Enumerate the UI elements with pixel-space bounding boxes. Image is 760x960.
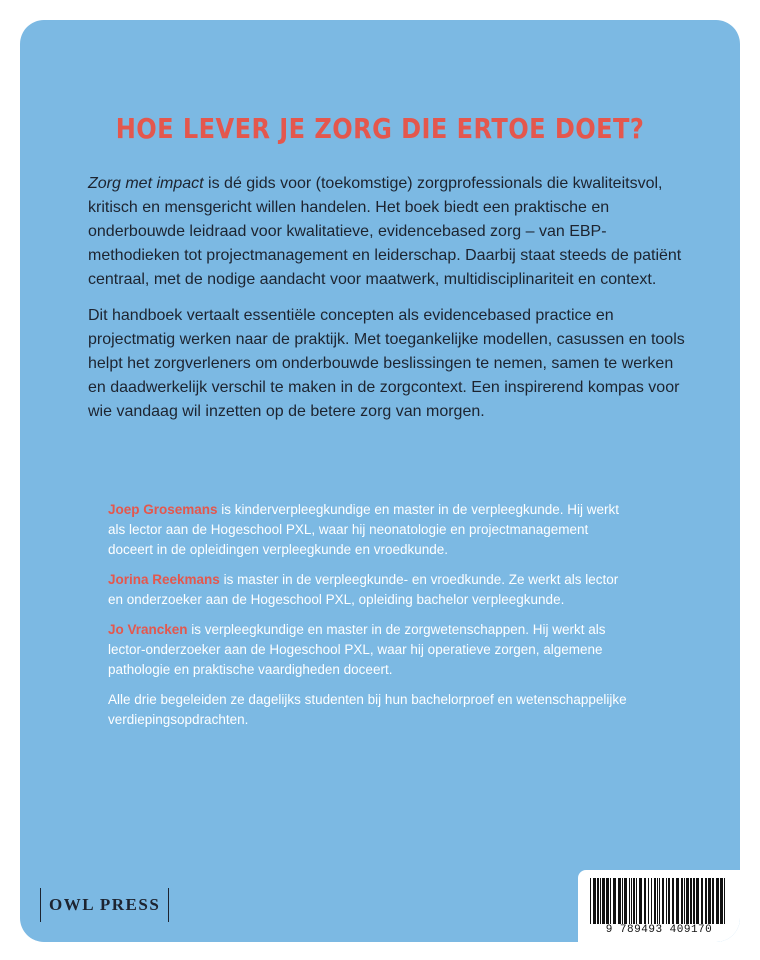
- barcode-bar: [666, 878, 667, 924]
- barcode-bar: [613, 878, 616, 924]
- barcode-bar: [590, 878, 591, 924]
- author-bio: [108, 570, 628, 610]
- blurb: [88, 172, 688, 436]
- barcode-bar: [701, 878, 703, 924]
- barcode-bar: [633, 878, 635, 924]
- barcode-bar: [600, 878, 601, 924]
- barcode-bar: [606, 878, 609, 924]
- barcode-bar: [686, 878, 689, 924]
- publisher-logo-bar-right: [168, 888, 169, 922]
- author-name: Jorina Reekmans: [108, 572, 220, 587]
- barcode-bar: [639, 878, 642, 924]
- barcode-bar: [712, 878, 714, 924]
- author-bio-text: is master in de verpleegkunde- en vroedkunde. Ze werkt als lector en onderzoeker aan de Hogeschool PXL, opleiding bachelor verpleegkunde.: [108, 572, 619, 607]
- blurb-text-1: is dé gids voor (toekomstige) zorgprofessionals die kwaliteitsvol, kritisch en mensgericht willen handelen. Het boek biedt een praktische en onderbouwde leidraad voor kwalitatieve, evidencebased zorg – van EBP-methodieken tot projectmanagement en leiderschap. Daarbij staat steeds de patiënt centraal, met de nodige aandacht voor maatwerk, multidisciplinariteit en context.: [88, 175, 682, 288]
- barcode-bar: [668, 878, 670, 924]
- barcode-bar: [696, 878, 699, 924]
- publisher-name: OWL PRESS: [49, 895, 161, 914]
- barcode-bar: [622, 878, 623, 924]
- barcode-bar: [618, 878, 621, 924]
- barcode-bar: [681, 878, 683, 924]
- barcode-bar: [684, 878, 685, 924]
- barcode-bar: [672, 878, 674, 924]
- book-title: Zorg met impact: [88, 175, 204, 192]
- barcode-bar: [693, 878, 695, 924]
- barcode-icon: [588, 878, 730, 924]
- back-cover: [20, 20, 740, 942]
- barcode-bar: [648, 878, 649, 924]
- barcode-bar: [657, 878, 658, 924]
- barcode-bar: [676, 878, 679, 924]
- barcode-bar: [636, 878, 637, 924]
- barcode-bar: [662, 878, 664, 924]
- blurb-paragraph-1: [88, 172, 688, 292]
- barcode: [578, 870, 740, 942]
- author-bio: [108, 620, 628, 680]
- barcode-bar: [602, 878, 605, 924]
- isbn-number: 9 789493 409170: [605, 924, 713, 936]
- barcode-bar: [629, 878, 630, 924]
- barcode-bar: [708, 878, 711, 924]
- barcode-bar: [631, 878, 632, 924]
- barcode-bar: [651, 878, 652, 924]
- blurb-paragraph-2: Dit handboek vertaalt essentiële concepten als evidencebased practice en projectmatig werken naar de praktijk. Met toegankelijke modellen, casussen en tools helpt het zorgverleners om onderbouwde beslissingen te nemen, samen te werken en daadwerkelijk verschil te maken in de zorgcontext. Een inspirerend kompas voor wie vandaag wil inzetten op de betere zorg van morgen.: [88, 307, 685, 420]
- barcode-bar: [720, 878, 723, 924]
- author-bio-text: is verpleegkundige en master in de zorgwetenschappen. Hij werkt als lector-onderzoeker aan de Hogeschool PXL, waar hij operatieve zorgen, algemene pathologie en praktische vaardigheden doceert.: [108, 622, 606, 677]
- author-name: Jo Vrancken: [108, 622, 188, 637]
- barcode-bar: [597, 878, 599, 924]
- barcode-bar: [716, 878, 719, 924]
- author-bios: [108, 500, 628, 740]
- author-name: Joep Grosemans: [108, 502, 218, 517]
- barcode-bar: [644, 878, 646, 924]
- barcode-bar: [610, 878, 611, 924]
- barcode-bar: [654, 878, 656, 924]
- publisher-logo: [40, 882, 169, 928]
- barcode-bar: [659, 878, 660, 924]
- author-bio: [108, 500, 628, 560]
- headline: HOE LEVER JE ZORG DIE ERTOE DOET?: [115, 112, 645, 145]
- barcode-bar: [690, 878, 692, 924]
- barcode-bar: [724, 878, 725, 924]
- barcode-bar: [593, 878, 596, 924]
- authors-closing: Alle drie begeleiden ze dagelijks studenten bij hun bachelorproef en wetenschappelijke verdiepingsopdrachten.: [108, 692, 627, 727]
- barcode-bar: [705, 878, 707, 924]
- barcode-bar: [624, 878, 627, 924]
- author-bio-text: is kinderverpleegkundige en master in de verpleegkunde. Hij werkt als lector aan de Hogeschool PXL, waar hij neonatologie en projectmanagement doceert in de opleidingen verpleegkunde en vroedkunde.: [108, 502, 620, 557]
